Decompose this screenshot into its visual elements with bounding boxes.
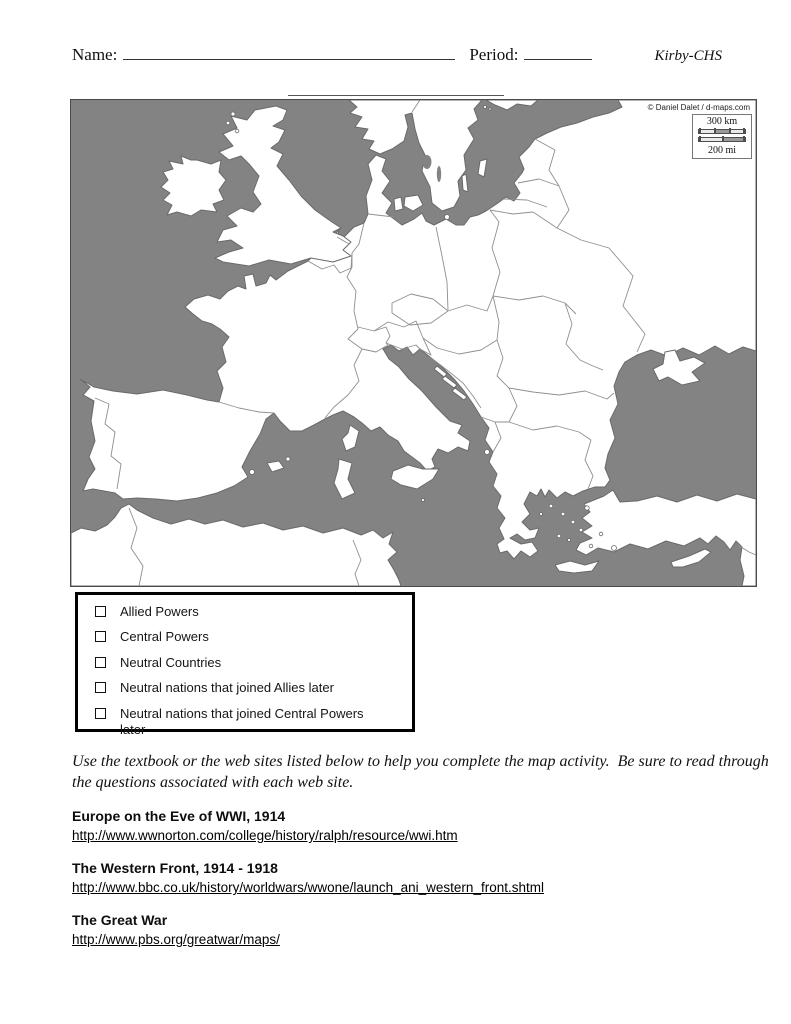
period-blank-line (524, 44, 592, 60)
resource-title: Europe on the Eve of WWI, 1914 (72, 808, 286, 824)
legend-label: Neutral nations that joined Allies later (120, 680, 334, 696)
period-label: Period: (469, 45, 519, 64)
legend-label: Allied Powers (120, 604, 199, 619)
europe-map (70, 99, 757, 587)
legend-checkbox[interactable] (95, 708, 106, 719)
legend-item (93, 680, 412, 697)
resource-list (72, 808, 544, 964)
resource-link[interactable]: http://www.wwnorton.com/college/history/ralph/resource/wwi.htm (72, 828, 458, 843)
funen-island (394, 197, 403, 211)
instructions-text: Use the textbook or the web sites listed below to help you complete the map activity. Be sure to read through the questions associated with each web site. (72, 753, 773, 792)
europe-map-image (71, 100, 756, 586)
name-label: Name: (72, 45, 118, 64)
legend-label: Neutral nations that joined Central Powers later (120, 705, 364, 738)
crete (555, 561, 599, 573)
header-row (72, 44, 742, 65)
legend-item (93, 629, 412, 646)
map-key-box (75, 592, 415, 738)
scale-bar-mi (698, 137, 746, 142)
legend-label: Neutral Countries (120, 654, 222, 670)
legend-checkbox[interactable] (95, 657, 106, 668)
legend-checkbox[interactable] (95, 631, 106, 642)
legend-checkbox[interactable] (95, 682, 106, 693)
legend-item (93, 604, 412, 621)
map-title-blank-line (288, 79, 504, 96)
legend-label: Central Powers (120, 629, 209, 645)
scale-bar-km (698, 129, 746, 134)
name-blank-line (123, 44, 455, 60)
resource-entry (72, 912, 544, 949)
legend-item (93, 706, 412, 740)
resource-entry (72, 808, 544, 845)
scale-mi-label: 200 mi (707, 145, 737, 156)
legend-item (93, 655, 412, 672)
map-credit: © Daniel Dalet / d-maps.com (647, 103, 750, 112)
resource-link[interactable]: http://www.pbs.org/greatwar/maps/ (72, 932, 280, 947)
legend-checkbox[interactable] (95, 606, 106, 617)
instructor-name: Kirby-CHS (654, 48, 722, 64)
resource-title: The Western Front, 1914 - 1918 (72, 860, 278, 876)
resource-title: The Great War (72, 912, 168, 928)
scale-km-label: 300 km (706, 116, 738, 127)
map-scale-box (692, 114, 752, 159)
resource-entry (72, 860, 544, 897)
resource-link[interactable]: http://www.bbc.co.uk/history/worldwars/wwone/launch_ani_western_front.shtml (72, 880, 544, 895)
